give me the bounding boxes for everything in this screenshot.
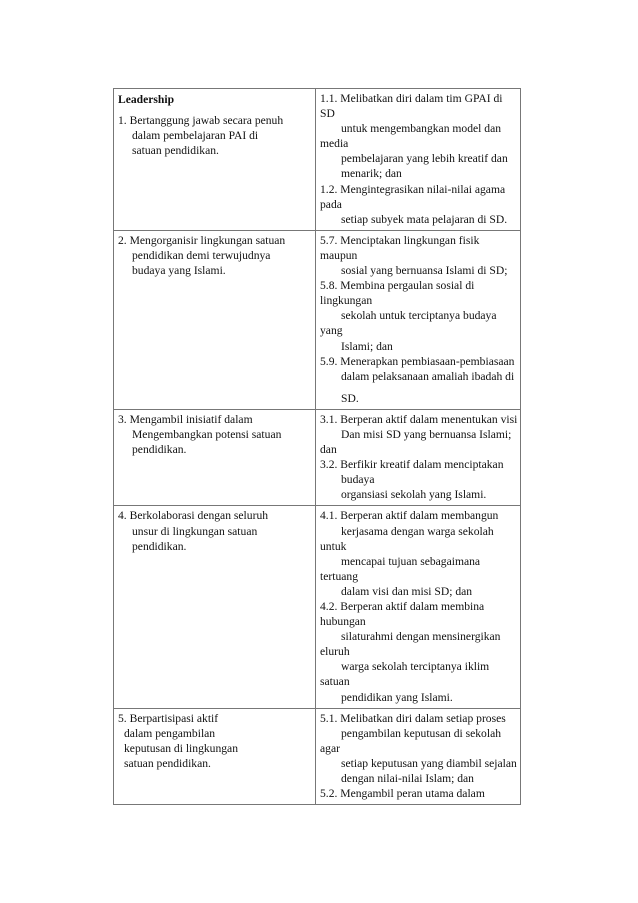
indicator-text: untuk [320, 539, 347, 553]
indicator-text: pengambilan keputusan di sekolah [341, 726, 502, 740]
indicator-cell [316, 89, 521, 231]
indicator-text: hubungan [320, 615, 366, 629]
indicator-text: dalam pelaksanaan amaliah ibadah di [341, 369, 515, 383]
indicator-text: yang [320, 324, 343, 338]
table-row [114, 409, 521, 506]
table-body [114, 89, 521, 805]
competency-text: 4. Berkolaborasi dengan seluruh [118, 509, 269, 523]
competency-text: satuan pendidikan. [124, 756, 211, 770]
competency-text: 5. Berpartisipasi aktif [118, 711, 219, 725]
indicator-text: 4.2. Berperan aktif dalam membina [320, 600, 485, 613]
indicator-text: dengan nilai-nilai Islam; dan [341, 772, 474, 786]
indicator-text: 1.1. Melibatkan diri dalam tim GPAI di [320, 92, 503, 105]
competency-text: keputusan di lingkungan [124, 741, 238, 755]
indicator-cell [316, 708, 521, 805]
indicator-text: 4.1. Berperan aktif dalam membangun [320, 509, 499, 523]
indicator-text: dan [320, 443, 337, 457]
indicator-text: 3.2. Berfikir kreatif dalam menciptakan [320, 458, 504, 472]
competency-text: satuan pendidikan. [132, 144, 219, 158]
indicator-cell [316, 409, 521, 506]
competency-text: dalam pengambilan [124, 726, 216, 740]
indicator-text: 5.2. Mengambil peran utama dalam [320, 787, 485, 801]
competency-cell [114, 708, 316, 805]
indicator-text: eluruh [320, 645, 350, 659]
indicator-text: menarik; dan [341, 167, 402, 181]
indicator-text: mencapai tujuan sebagaimana [341, 554, 481, 568]
indicator-text: SD. [341, 391, 359, 405]
competency-cell [114, 409, 316, 506]
indicator-text: 1.2. Mengintegrasikan nilai-nilai agama [320, 182, 506, 196]
indicator-text: pendidikan yang Islami. [341, 690, 453, 704]
indicator-text: pembelajaran yang lebih kreatif dan [341, 152, 508, 166]
competency-text: unsur di lingkungan satuan [132, 524, 258, 538]
indicator-text: SD [320, 107, 335, 121]
competency-cell [114, 506, 316, 708]
table-row [114, 506, 521, 708]
indicator-text: maupun [320, 248, 358, 262]
competency-cell [114, 89, 316, 231]
indicator-text: kerjasama dengan warga sekolah [341, 524, 494, 538]
section-heading: Leadership [118, 93, 175, 106]
competency-text: pendidikan. [132, 539, 187, 553]
indicator-text: budaya [341, 473, 375, 487]
indicator-cell [316, 230, 521, 409]
indicator-cell [316, 506, 521, 708]
table-row [114, 89, 521, 231]
table-row [114, 230, 521, 409]
indicator-text: lingkungan [320, 294, 373, 308]
competency-text: budaya yang Islami. [132, 264, 226, 278]
competency-text: 3. Mengambil inisiatif dalam [118, 412, 253, 426]
indicator-text: Islami; dan [341, 339, 393, 353]
indicator-text: sekolah untuk terciptanya budaya [341, 309, 497, 323]
indicator-text: untuk mengembangkan model dan [341, 122, 502, 136]
indicator-text: tertuang [320, 569, 358, 583]
indicator-text: 5.8. Membina pergaulan sosial di [320, 279, 475, 293]
table-row [114, 708, 521, 805]
competency-text: Mengembangkan potensi satuan [132, 427, 282, 441]
competency-text: pendidikan. [132, 443, 187, 457]
indicator-text: 3.1. Berperan aktif dalam menentukan visi [320, 412, 518, 426]
indicator-text: warga sekolah terciptanya iklim [341, 660, 490, 674]
indicator-text: dalam visi dan misi SD; dan [341, 584, 473, 598]
indicator-text: organsiasi sekolah yang Islami. [341, 488, 487, 502]
competency-text: 2. Mengorganisir lingkungan satuan [118, 233, 286, 247]
indicator-text: 5.7. Menciptakan lingkungan fisik [320, 233, 480, 247]
competency-text: dalam pembelajaran PAI di [132, 129, 259, 143]
competency-text: 1. Bertanggung jawab secara penuh [118, 114, 284, 128]
indicator-text: 5.9. Menerapkan pembiasaan-pembiasaan [320, 354, 515, 368]
indicator-text: setiap subyek mata pelajaran di SD. [341, 212, 508, 226]
competency-cell [114, 230, 316, 409]
indicator-text: silaturahmi dengan mensinergikan [341, 630, 501, 644]
indicator-text: satuan [320, 675, 350, 689]
indicator-text: pada [320, 197, 342, 211]
indicator-text: Dan misi SD yang bernuansa Islami; [341, 427, 512, 441]
indicator-text: agar [320, 741, 340, 755]
indicator-text: 5.1. Melibatkan diri dalam setiap proses [320, 711, 506, 725]
indicator-text: sosial yang bernuansa Islami di SD; [341, 264, 508, 278]
indicator-text: setiap keputusan yang diambil sejalan [341, 756, 517, 770]
competency-table [113, 88, 521, 805]
competency-text: pendidikan demi terwujudnya [132, 248, 271, 262]
indicator-text: media [320, 137, 349, 151]
